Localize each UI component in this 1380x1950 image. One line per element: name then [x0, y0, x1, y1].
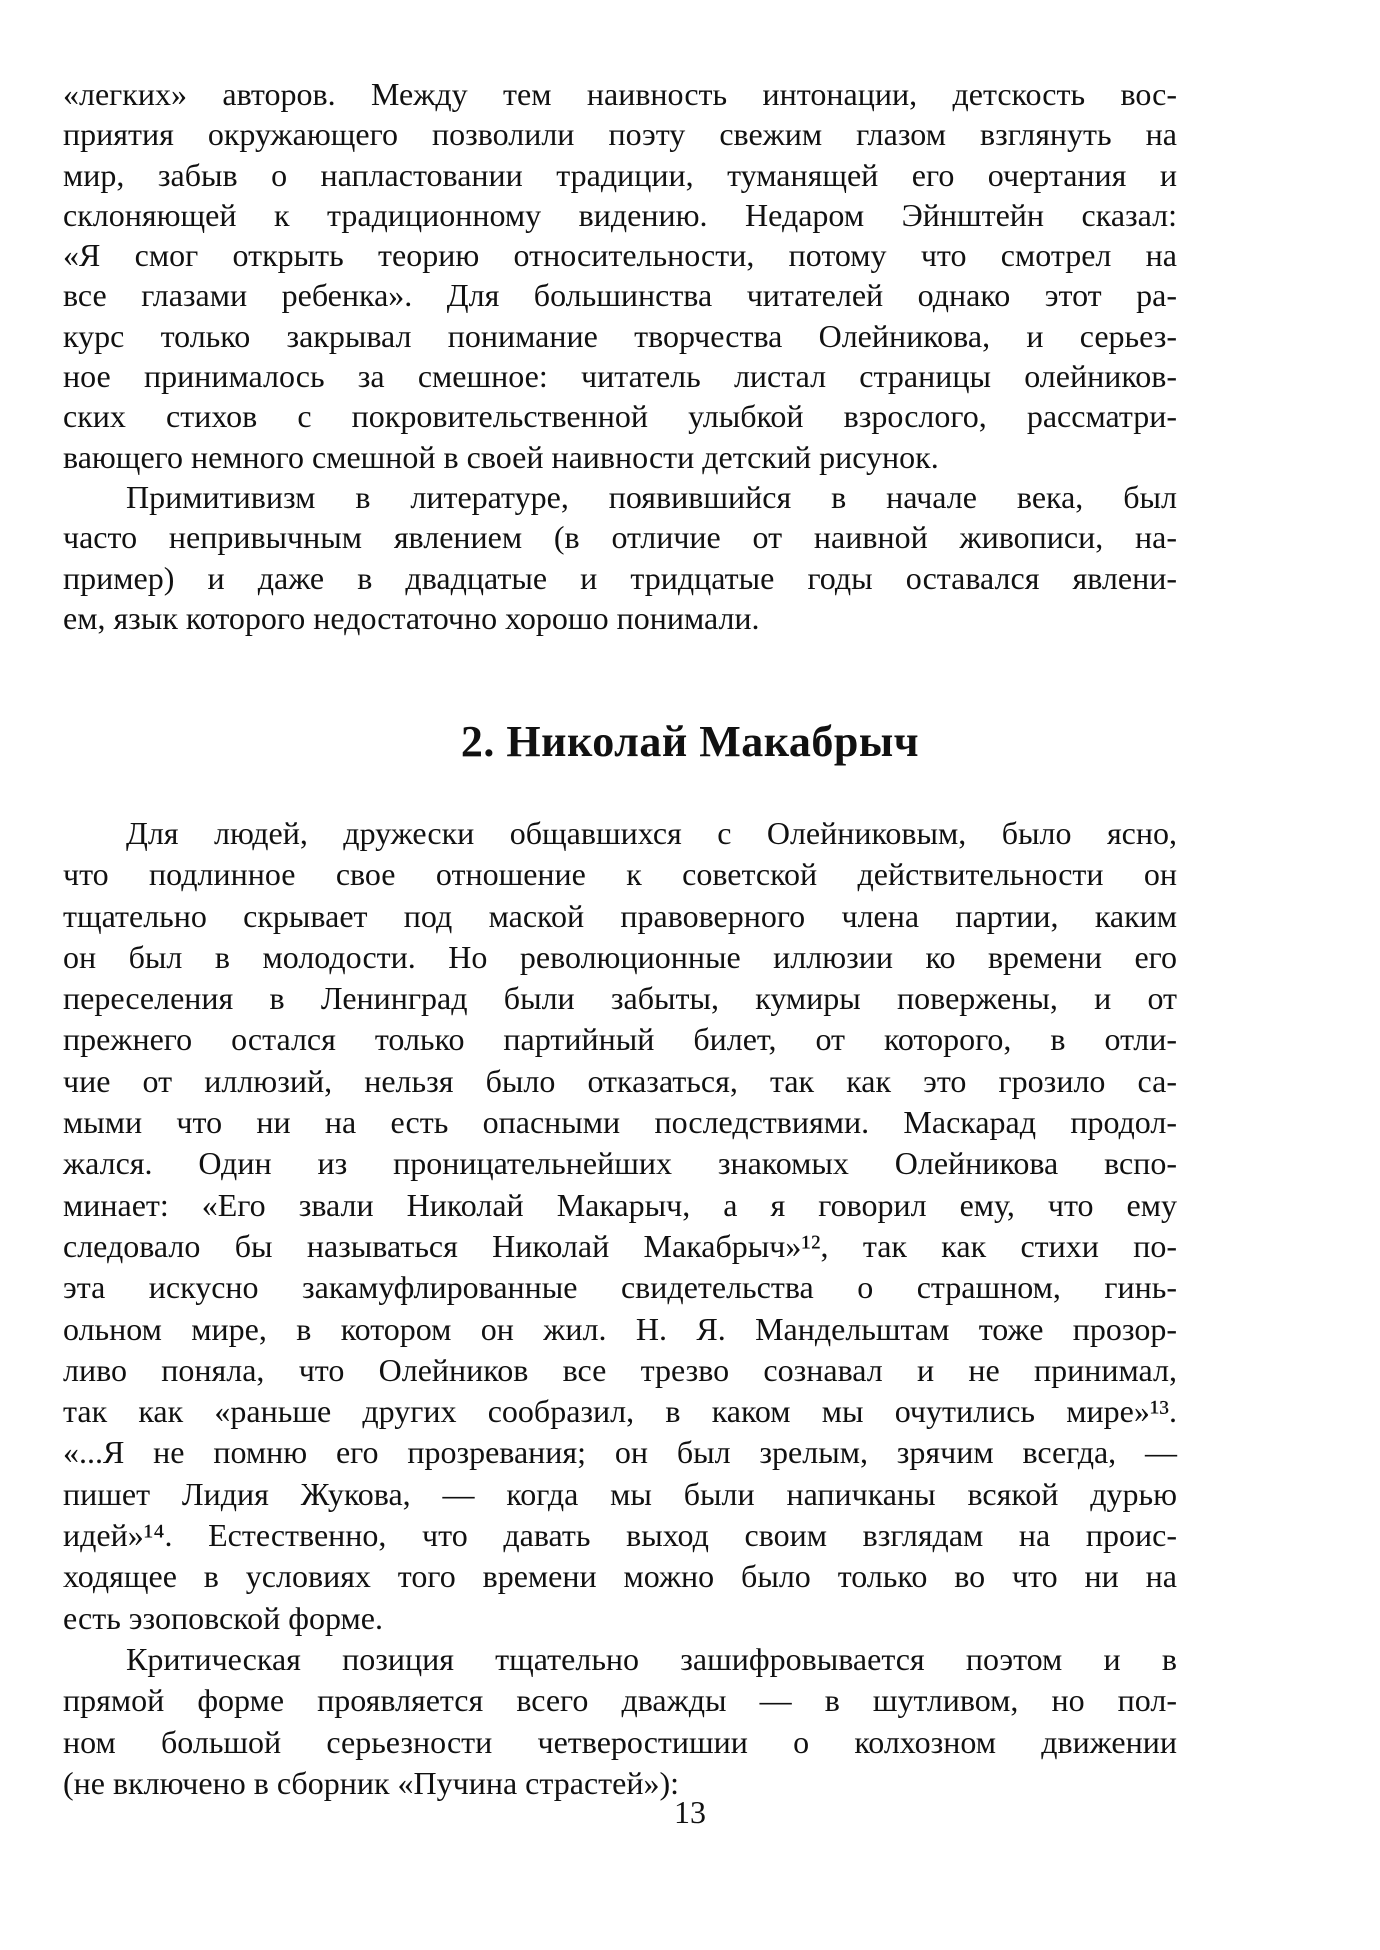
text-line: мир, забыв о напластовании традиции, туманящей его очертания и [63, 156, 1177, 193]
text-line: мыми что ни на есть опасными последствиями. Маскарад продол- [63, 1104, 1177, 1141]
text-line: ливо поняла, что Олейников все трезво сознавал и не принимал, [63, 1351, 1177, 1388]
text-line: Критическая позиция тщательно зашифровывается поэтом и в [126, 1640, 1177, 1677]
text-line: ем, язык которого недостаточно хорошо понимали. [63, 599, 760, 636]
text-line: эта искусно закамуфлированные свидетельства о страшном, гинь- [63, 1269, 1177, 1306]
text-line: идей»¹⁴. Естественно, что давать выход своим взглядам на проис- [63, 1517, 1177, 1554]
chapter-heading: 2. Николай Макабрыч [460, 717, 920, 766]
text-line: есть эзоповской форме. [63, 1599, 383, 1636]
text-line: так как «раньше других сообразил, в каком мы очутились мире»¹³. [63, 1393, 1177, 1430]
text-line: ских стихов с покровительственной улыбкой взрослого, рассматри- [63, 398, 1177, 435]
text-line: пишет Лидия Жукова, — когда мы были напичканы всякой дурью [63, 1475, 1177, 1512]
text-line: приятия окружающего позволили поэту свежим глазом взглянуть на [63, 116, 1177, 153]
text-line: ное принималось за смешное: читатель листал страницы олейников- [63, 358, 1177, 395]
text-line: минает: «Его звали Николай Макарыч, а я говорил ему, что ему [63, 1186, 1177, 1223]
text-line: переселения в Ленинград были забыты, кумиры повержены, и от [63, 980, 1177, 1017]
text-line: ходящее в условиях того времени можно было только во что ни на [63, 1558, 1177, 1595]
text-line: следовало бы называться Николай Макабрыч»¹², так как стихи по- [63, 1227, 1177, 1264]
text-line: Примитивизм в литературе, появившийся в начале века, был [126, 478, 1177, 515]
text-line: «...Я не помню его прозревания; он был зрелым, зрячим всегда, — [63, 1434, 1177, 1471]
section-1-text [63, 74, 1177, 638]
text-line: «Я смог открыть теорию относительности, потому что смотрел на [63, 237, 1177, 274]
text-line: вающего немного смешной в своей наивности детский рисунок. [63, 438, 939, 475]
text-line: пример) и даже в двадцатые и тридцатые годы оставался явлени- [63, 559, 1177, 596]
text-line: курс только закрывал понимание творчества Олейникова, и серьез- [63, 317, 1177, 354]
section-2-text [63, 813, 1177, 1804]
text-line: что подлинное свое отношение к советской действительности он [63, 856, 1177, 893]
text-line: «легких» авторов. Между тем наивность интонации, детскость вос- [63, 76, 1177, 112]
text-line: ольном мире, в котором он жил. Н. Я. Мандельштам тоже прозор- [63, 1310, 1177, 1347]
text-line: чие от иллюзий, нельзя было отказаться, так как это грозило са- [63, 1062, 1177, 1099]
text-line: прямой форме проявляется всего дважды — в шутливом, но пол- [63, 1682, 1177, 1719]
text-line: (не включено в сборник «Пучина страстей»): [63, 1764, 679, 1801]
text-line: склоняющей к традиционному видению. Недаром Эйнштейн сказал: [63, 196, 1177, 233]
text-line: Для людей, дружески общавшихся с Олейниковым, было ясно, [126, 815, 1177, 851]
text-line: ном большой серьезности четверостишии о колхозном движении [63, 1723, 1177, 1760]
text-line: все глазами ребенка». Для большинства читателей однако этот ра- [63, 277, 1177, 314]
text-line: жался. Один из проницательнейших знакомых Олейникова вспо- [63, 1145, 1177, 1182]
page-number: 13 [674, 1794, 706, 1830]
text-line: тщательно скрывает под маской правоверного члена партии, каким [63, 897, 1177, 934]
text-line: часто непривычным явлением (в отличие от наивной живописи, на- [63, 519, 1177, 556]
text-line: прежнего остался только партийный билет, от которого, в отли- [63, 1021, 1177, 1058]
text-line: он был в молодости. Но революционные иллюзии ко времени его [63, 938, 1177, 975]
